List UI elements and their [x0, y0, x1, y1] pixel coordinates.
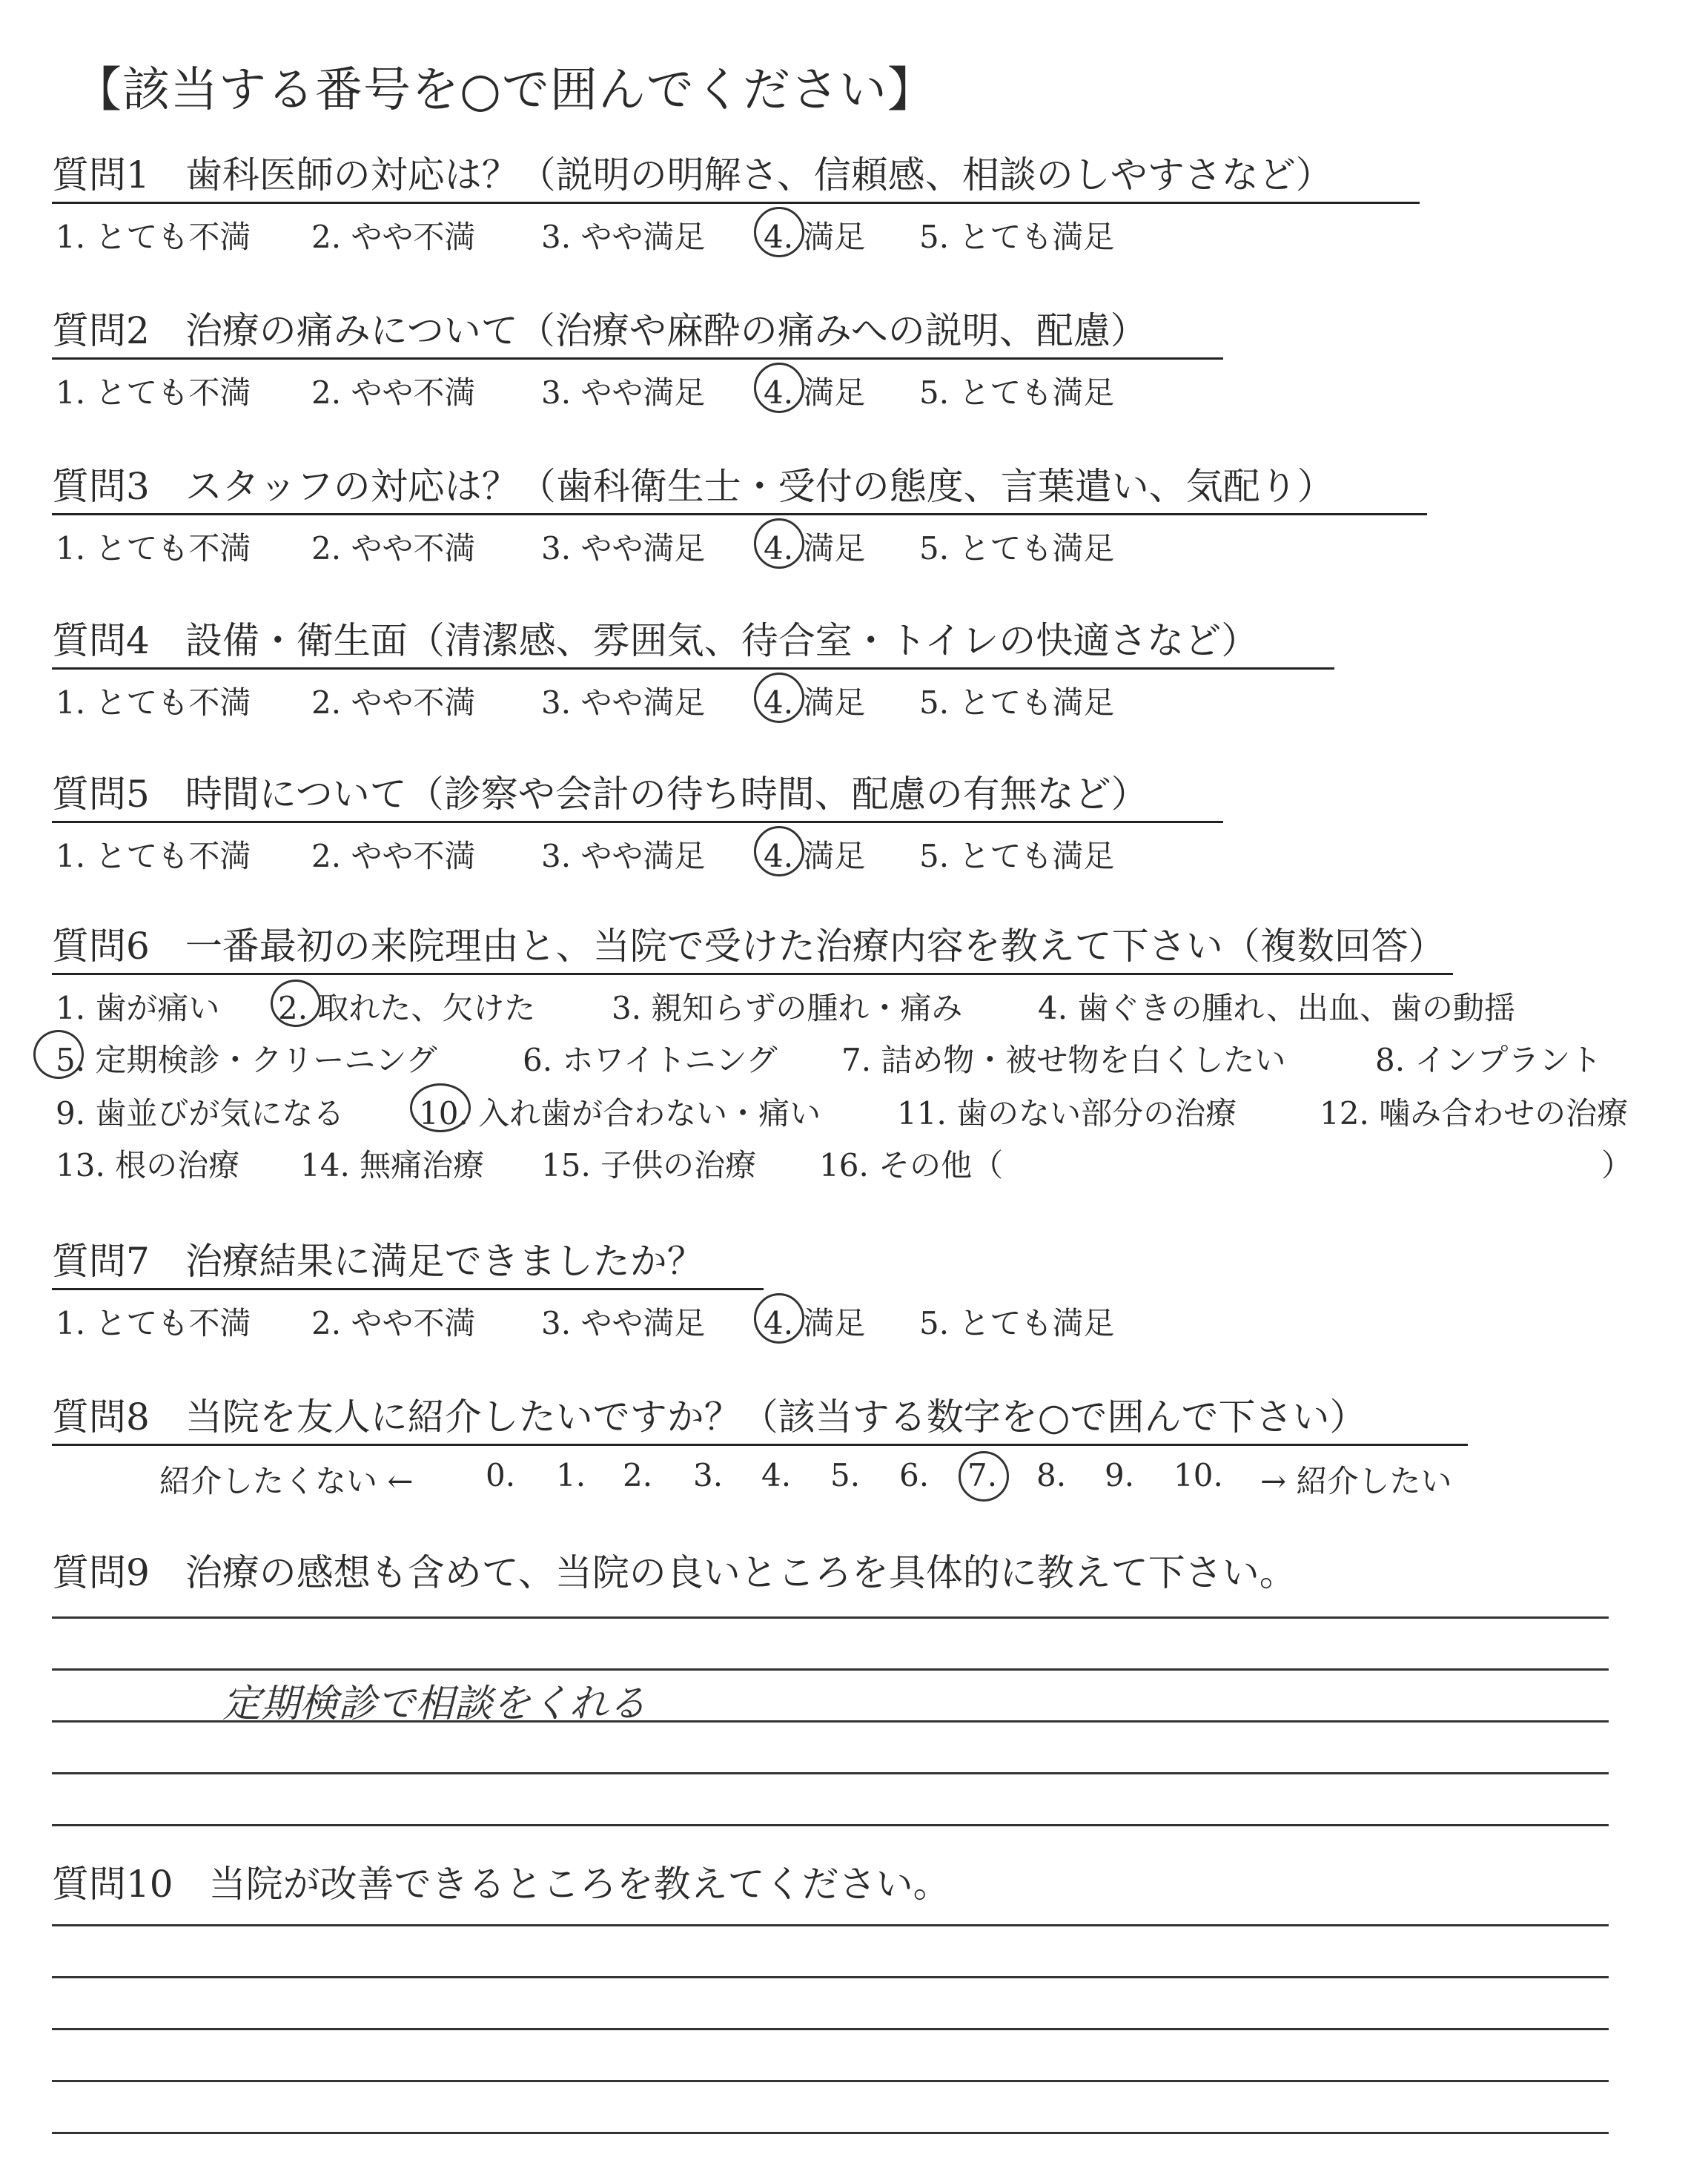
- question-6: [52, 923, 1446, 969]
- scale-2[interactable]: 2.: [623, 1457, 653, 1493]
- scale-4[interactable]: 4.: [761, 1457, 792, 1493]
- selection-circle: [33, 1030, 84, 1079]
- scale-left-label: 紹介したくない ←: [159, 1463, 414, 1499]
- question-text: スタッフの対応は？（歯科衛生士・受付の態度、言葉遣い、気配り）: [185, 465, 1334, 508]
- selection-circle: [959, 1451, 1009, 1502]
- question-text: 当院が改善できるところを教えてください。: [208, 1863, 950, 1906]
- scale-9[interactable]: 9.: [1105, 1457, 1135, 1493]
- question-number: 質問3: [52, 465, 150, 508]
- question-text: 治療結果に満足できましたか？: [185, 1240, 704, 1283]
- option-4[interactable]: 4. 満足: [764, 219, 866, 255]
- reason-option-2[interactable]: 2. 取れた、欠けた: [278, 990, 536, 1026]
- question-number: 質問9: [52, 1551, 150, 1594]
- answer-line: [52, 2080, 1609, 2082]
- answer-line: [52, 1668, 1609, 1671]
- reason-option-3[interactable]: 3. 親知らずの腫れ・痛み: [612, 990, 963, 1026]
- scale-6[interactable]: 6.: [899, 1457, 930, 1493]
- option-1[interactable]: 1. とても不満: [56, 219, 251, 255]
- option-1[interactable]: 1. とても不満: [56, 374, 251, 411]
- reason-option-8[interactable]: 8. インプラント: [1375, 1042, 1602, 1078]
- question-number: 質問6: [52, 925, 150, 968]
- question-number: 質問5: [52, 773, 150, 816]
- option-2[interactable]: 2. やや不満: [311, 1305, 476, 1341]
- question-8: [52, 1394, 1366, 1440]
- scale-5[interactable]: 5.: [830, 1457, 861, 1493]
- question-5: [52, 771, 1148, 817]
- question-text: 一番最初の来院理由と、当院で受けた治療内容を教えて下さい（複数回答）: [185, 925, 1446, 968]
- selection-circle: [754, 207, 804, 257]
- selection-circle: [754, 363, 804, 413]
- option-1[interactable]: 1. とても不満: [56, 838, 251, 874]
- scale-8[interactable]: 8.: [1036, 1457, 1067, 1493]
- reason-option-9[interactable]: 9. 歯並びが気になる: [56, 1095, 345, 1132]
- question-9: [52, 1550, 1297, 1596]
- question-text: 歯科医師の対応は？（説明の明解さ、信頼感、相談のしやすさなど）: [185, 153, 1333, 196]
- option-3[interactable]: 3. やや満足: [541, 838, 706, 874]
- reason-option-5[interactable]: 5. 定期検診・クリーニング: [56, 1042, 437, 1078]
- option-1[interactable]: 1. とても不満: [56, 530, 251, 567]
- selection-circle: [754, 673, 804, 723]
- option-3[interactable]: 3. やや満足: [541, 374, 706, 411]
- option-1[interactable]: 1. とても不満: [56, 1305, 251, 1341]
- option-5[interactable]: 5. とても満足: [919, 374, 1115, 411]
- option-3[interactable]: 3. やや満足: [541, 219, 706, 255]
- option-3[interactable]: 3. やや満足: [541, 684, 706, 721]
- answer-line: [52, 1720, 1609, 1723]
- option-2[interactable]: 2. やや不満: [311, 374, 476, 411]
- selection-circle: [754, 1293, 804, 1344]
- question-number: 質問8: [52, 1396, 150, 1439]
- option-2[interactable]: 2. やや不満: [311, 219, 476, 255]
- scale-7[interactable]: 7.: [967, 1457, 998, 1493]
- scale-10[interactable]: 10.: [1174, 1457, 1223, 1493]
- selection-circle: [271, 980, 321, 1027]
- reason-option-10[interactable]: 10. 入れ歯が合わない・痛い: [419, 1095, 821, 1132]
- reason-option-11[interactable]: 11. 歯のない部分の治療: [897, 1095, 1237, 1132]
- question-underline: [52, 513, 1427, 515]
- option-4[interactable]: 4. 満足: [764, 684, 866, 721]
- option-3[interactable]: 3. やや満足: [541, 530, 706, 567]
- reason-option-7[interactable]: 7. 詰め物・被せ物を白くしたい: [841, 1042, 1286, 1078]
- reason-option-13[interactable]: 13. 根の治療: [56, 1147, 240, 1183]
- reason-option-16[interactable]: 16. その他（: [819, 1147, 1004, 1183]
- option-1[interactable]: 1. とても不満: [56, 684, 251, 721]
- question-number: 質問2: [52, 309, 150, 352]
- scale-right-label: → 紹介したい: [1260, 1463, 1452, 1499]
- question-underline: [52, 973, 1453, 975]
- option-4[interactable]: 4. 満足: [764, 838, 866, 874]
- option-5[interactable]: 5. とても満足: [919, 219, 1115, 255]
- question-4: [52, 618, 1258, 664]
- reason-options: [56, 984, 1687, 1192]
- question-number: 質問1: [52, 153, 150, 196]
- scale-3[interactable]: 3.: [693, 1457, 724, 1493]
- scale-0[interactable]: 0.: [486, 1457, 516, 1493]
- reason-option-12[interactable]: 12. 噛み合わせの治療: [1320, 1095, 1629, 1132]
- question-text: 治療の痛みについて（治療や麻酔の痛みへの説明、配慮）: [185, 309, 1148, 352]
- reason-option-1[interactable]: 1. 歯が痛い: [56, 990, 220, 1026]
- question-underline: [52, 357, 1223, 360]
- other-close-paren: ）: [1601, 1147, 1633, 1183]
- answer-line: [52, 1924, 1609, 1926]
- selection-circle: [410, 1083, 471, 1132]
- answer-line: [52, 1616, 1609, 1619]
- question-number: 質問4: [52, 619, 150, 662]
- question-text: 時間について（診察や会計の待ち時間、配慮の有無など）: [185, 773, 1148, 816]
- reason-option-6[interactable]: 6. ホワイトニング: [523, 1042, 778, 1078]
- option-2[interactable]: 2. やや不満: [311, 684, 476, 721]
- answer-line: [52, 2132, 1609, 2134]
- option-3[interactable]: 3. やや満足: [541, 1305, 706, 1341]
- handwritten-answer[interactable]: 定期検診で相談をくれる: [222, 1682, 647, 1726]
- question-number: 質問7: [52, 1240, 150, 1283]
- question-underline: [52, 1444, 1468, 1446]
- question-underline: [52, 202, 1420, 204]
- option-4[interactable]: 4. 満足: [764, 1305, 866, 1341]
- option-5[interactable]: 5. とても満足: [919, 1305, 1115, 1341]
- question-underline: [52, 1288, 764, 1290]
- question-underline: [52, 667, 1334, 670]
- question-text: 治療の感想も含めて、当院の良いところを具体的に教えて下さい。: [185, 1551, 1297, 1594]
- question-1: [52, 152, 1333, 198]
- answer-line: [52, 1772, 1609, 1774]
- question-text: 設備・衛生面（清潔感、雰囲気、待合室・トイレの快適さなど）: [185, 619, 1259, 662]
- reason-option-15[interactable]: 15. 子供の治療: [541, 1147, 757, 1183]
- selection-circle: [754, 826, 804, 876]
- option-2[interactable]: 2. やや不満: [311, 838, 476, 874]
- selection-circle: [754, 518, 804, 569]
- option-4[interactable]: 4. 満足: [764, 374, 866, 411]
- option-5[interactable]: 5. とても満足: [919, 530, 1115, 567]
- question-3: [52, 463, 1334, 509]
- answer-line: [52, 2028, 1609, 2030]
- reason-option-14[interactable]: 14. 無痛治療: [300, 1147, 485, 1183]
- recommend-scale: [159, 1457, 1568, 1502]
- question-10: [52, 1861, 950, 1907]
- option-4[interactable]: 4. 満足: [764, 530, 866, 567]
- option-2[interactable]: 2. やや不満: [311, 530, 476, 567]
- page-title: 【該当する番号を○で囲んでください】: [74, 63, 936, 118]
- question-underline: [52, 821, 1223, 823]
- question-number: 質問10: [52, 1863, 173, 1906]
- option-5[interactable]: 5. とても満足: [919, 684, 1115, 721]
- question-text: 当院を友人に紹介したいですか？（該当する数字を○で囲んで下さい）: [185, 1396, 1367, 1439]
- question-2: [52, 308, 1148, 354]
- reason-option-4[interactable]: 4. 歯ぐきの腫れ、出血、歯の動揺: [1038, 990, 1515, 1026]
- question-7: [52, 1238, 704, 1284]
- scale-1[interactable]: 1.: [556, 1457, 586, 1493]
- option-5[interactable]: 5. とても満足: [919, 838, 1115, 874]
- answer-line: [52, 1976, 1609, 1978]
- answer-line: [52, 1824, 1609, 1826]
